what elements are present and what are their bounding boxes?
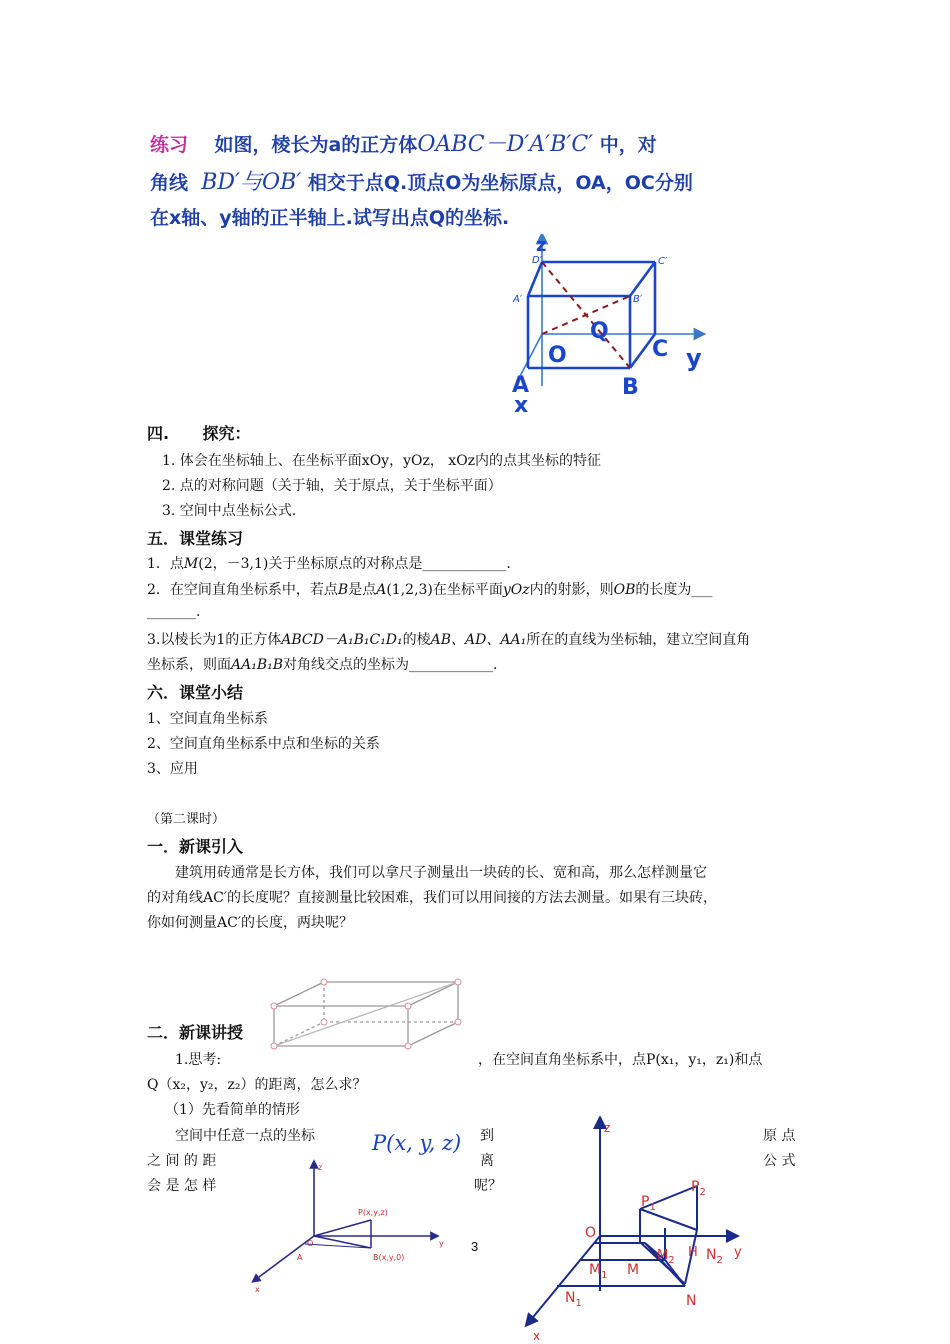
summary-item: 1、空间直角坐标系 [147,711,268,727]
summary-item: 3、应用 [147,761,198,777]
section-6-title: 六．课堂小结 [147,683,244,702]
p2-e: (1,2,3)在坐标平面 [386,582,503,598]
teaching-title: 二．新课讲授 [147,1023,244,1042]
section-4-heading [147,421,251,444]
exercise-text-2-start: 角线 [150,172,189,194]
fig4-y: y [734,1245,742,1260]
fig3-p: P(x,y,z) [358,1208,388,1217]
fig3-x-axis [255,1236,314,1280]
practice-1 [147,553,511,573]
fig4-h: H [688,1245,698,1260]
fig1-q: Q [590,319,609,344]
fig4-n1: $N_1$ [565,1290,582,1309]
diagonals: BD′与OB′ [201,170,302,195]
fig3-a: A [297,1253,303,1262]
intro-title: 一．新课引入 [147,837,244,856]
exercise-text-2-rest: 相交于点Q.顶点O为坐标原点，OA，OC分别 [307,172,693,194]
p3-f: 坐标系，则面 [147,657,231,673]
exercise-line-3: 在x轴、y轴的正半轴上.试写出点Q的坐标. [150,207,510,229]
fig3-x: x [255,1285,260,1294]
p1-a: 1．点 [147,556,184,572]
p2-g: 内的射影，则 [529,582,614,598]
p2-f: yOz [502,582,530,598]
distance-figure [515,1116,760,1344]
fig1-x: x [514,393,529,418]
practice-2-blank: _______. [147,604,201,620]
distance-text-c2: 呢？ [474,1178,502,1194]
distance-text-c1: 会 是 怎 样 [147,1178,217,1194]
fig1-a1: A′ [513,294,523,305]
p2-h: OB [613,582,636,598]
fig4-m: M [627,1262,640,1278]
practice-2 [147,579,712,599]
fig1-y: y [686,344,702,372]
edge-a1d1 [528,262,542,296]
distance-text-b1: 之 间 的 距 [147,1153,217,1169]
fig4-o: O [585,1225,597,1241]
p2-d: A [376,582,387,598]
fig3-o: O [307,1239,314,1248]
distance-text-b3: 公 式 [763,1153,796,1169]
fig4-x: x [533,1329,541,1343]
fig3-y: y [439,1239,444,1248]
exercise-text-1-end: 中，对 [599,134,657,156]
fig1-o: O [548,343,567,368]
exercise-label: 练习 [150,134,189,156]
fig4-x-axis [529,1236,600,1322]
p3-d: AB、AD、AA₁ [430,632,527,648]
fig4-z: z [604,1121,611,1135]
intro-line-3: 你如何测量AC′的长度，两块呢？ [147,915,354,931]
p3-b: ABCD－A₁B₁C₁D₁ [281,632,403,648]
p3-c: 的棱 [402,632,431,648]
section-4-num: 四. [147,424,170,443]
practice-3-cont [147,654,497,674]
cube-name: OABC－D′A′B′C′ [417,132,594,157]
point-figure [245,1156,455,1300]
section-4-title: 探究： [202,424,251,443]
practice-3 [147,629,750,649]
fig1-a: A [512,373,530,398]
think-rest: ，在空间直角坐标系中，点P(x₁，y₁，z₁)和点 [478,1052,763,1068]
p1-c: (2，－3,1)关于坐标原点的对称点是 [198,556,423,572]
fig4-n: N [686,1293,697,1309]
intro-line-1: 建筑用砖通常是长方体，我们可以拿尺子测量出一块砖的长、宽和高，那么怎样测量它 [175,865,707,881]
exercise-text-1: 如图，棱长为a的正方体 [214,134,418,156]
fig1-c: C [652,337,669,362]
diagonal-ob1 [542,296,630,334]
fig1-z: z [536,235,547,256]
point-formula: P(x, y, z) [372,1131,462,1155]
think-question: Q（x₂，y₂，z₂）的距离，怎么求？ [147,1077,367,1093]
p1-d: ____________. [422,556,511,572]
section-4-item: 1. 体会在坐标轴上、在坐标平面xOy，yOz， xOz内的点其坐标的特征 [162,453,602,469]
p1-b: M [183,556,199,572]
summary-item: 2、空间直角坐标系中点和坐标的关系 [147,736,380,752]
distance-text-b2: 离 [480,1153,494,1169]
section-5-title: 五．课堂练习 [147,529,244,548]
fig1-d1: D′ [532,255,542,266]
intro-line-2: 的对角线AC′的长度呢？直接测量比较困难，我们可以用间接的方法去测量。如果有三块砖， [147,890,717,906]
p2-b: B [337,582,349,598]
p3-e: 所在的直线为坐标轴，建立空间直角 [526,632,751,648]
p2-i: 的长度为___ [635,582,713,598]
fig1-c1: C′ [658,256,668,267]
fig1-b: B [622,375,639,400]
section-4-item: 3. 空间中点坐标公式. [162,503,297,519]
fig4-p1: $P_1$ [641,1194,656,1213]
p3-a: 3.以棱长为1的正方体 [147,632,282,648]
fig3-z: z [318,1163,323,1172]
edge-b1c1 [630,262,655,296]
p2-c: 是点 [348,582,377,598]
brick-figure [268,976,464,1054]
page-number: 3 [471,1239,479,1254]
fig4-p2: $P_2$ [691,1179,706,1198]
fig4-n2: $N_2$ [706,1247,723,1266]
p3-g: AA₁B₁B [231,657,284,673]
fig1-b1: B′ [633,294,643,305]
segment-op [314,1220,371,1236]
p2-a: 2．在空间直角坐标系中，若点 [147,582,338,598]
fig4-m2: $M_2$ [657,1248,675,1266]
distance-text-a3: 原 点 [763,1128,796,1144]
fig3-b: B(x,y,0) [373,1253,405,1262]
distance-text-a1: 空间中任意一点的坐标 [175,1128,315,1144]
fig4-m1: $M_1$ [589,1262,608,1281]
cube-figure [500,234,720,418]
simple-case: （1）先看简单的情形 [165,1102,300,1118]
section-4-item: 2. 点的对称问题（关于轴，关于原点，关于坐标平面） [162,478,502,494]
distance-text-a2: 到 [480,1128,494,1144]
exercise-line-2 [150,165,693,196]
lesson-2-label: （第二课时） [147,812,226,827]
think-start: 1.思考: [175,1052,222,1068]
exercise-line-1 [150,127,657,158]
p3-h: 对角线交点的坐标为____________. [283,657,498,673]
